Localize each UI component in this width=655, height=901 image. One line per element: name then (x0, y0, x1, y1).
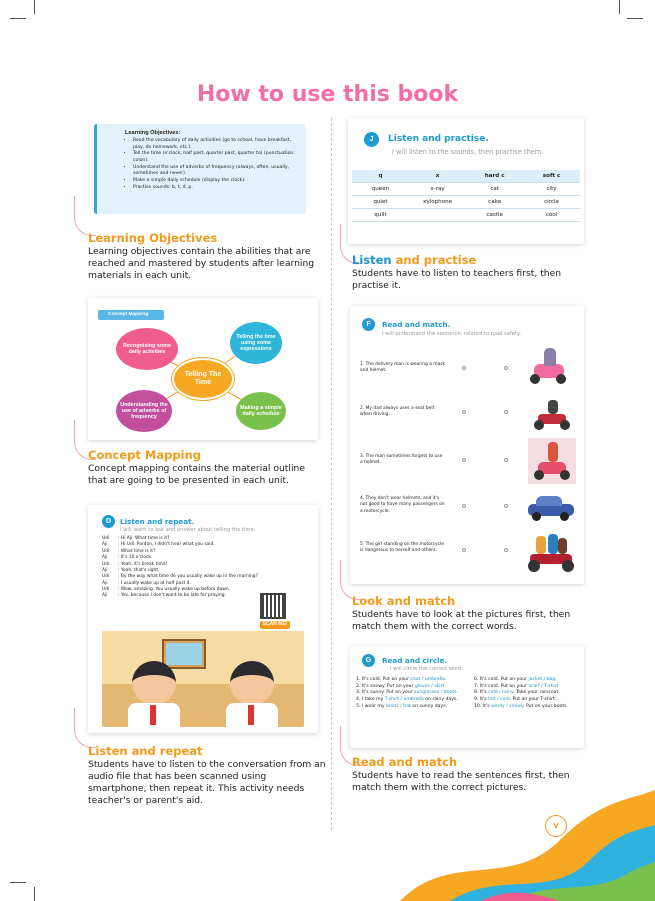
dialog-line: Udi : What time is it? (102, 548, 156, 554)
match-dot[interactable] (462, 504, 466, 508)
list-item: 5. I wear my boots / hat on sunny days. (356, 703, 448, 709)
activity-subtitle: I will circle the correct word. (390, 666, 464, 672)
match-dot[interactable] (462, 548, 466, 552)
match-dot[interactable] (504, 504, 508, 508)
girl-scooter-picture (528, 438, 576, 484)
listen-practise-card (348, 118, 584, 244)
concept-mapping-card (88, 298, 318, 440)
match-dot[interactable] (504, 410, 508, 414)
page-number-badge (545, 815, 567, 837)
activity-subtitle: I will listen to the sounds, then practise them. (392, 148, 544, 156)
circle-list-right (474, 677, 580, 710)
read-match-card (350, 646, 584, 748)
concept-node: Recognising some daily activities (116, 328, 178, 370)
girl-figure (230, 661, 274, 705)
man-helmetless-picture (532, 398, 572, 432)
concept-node: Making a simple daily schedule (236, 392, 286, 430)
lo-item: • Understand the use of adverbs of frequency (always, often, usually, sometimes and never). (133, 165, 298, 178)
listen-practise-text: Students have to listen to teachers first, then practise it. (352, 268, 562, 292)
table-header: q (352, 170, 409, 183)
lo-item: • Tell the time (o'clock, half past, quarter past, quarter to) (punctuation: colon). (133, 151, 298, 164)
lo-item: • Practise sounds: b, t, d, p. (133, 185, 298, 192)
dialog-line: Aji : It's 10 o'clock. (102, 555, 153, 561)
match-dot[interactable] (462, 458, 466, 462)
look-match-heading: Look and match (352, 594, 456, 608)
concept-node: Understanding the use of adverbs of frequency (116, 390, 172, 432)
learning-objectives-heading: Learning Objectives (88, 231, 218, 245)
activity-title: Listen and repeat. (120, 517, 195, 526)
learning-objectives-text: Learning objectives contain the abilities that are reached and mastered by students after learning materials in each unit. (88, 246, 315, 282)
dialog-line: Aji : Yeah, that's right. (102, 567, 160, 573)
pointer-line (74, 708, 96, 748)
dialog-line: Aji : Yes, because I don't want to be late for praying. (102, 593, 226, 599)
list-item: 3. It's sunny. Put on your sunglasses / boots. (356, 690, 458, 696)
match-item: 2. My dad always uses a seat belt when driving. (360, 406, 435, 418)
dialog (102, 536, 272, 600)
listen-repeat-card (88, 505, 318, 733)
page-title: How to use this book (196, 82, 459, 107)
match-item: 1. The delivery man is wearing a mask and helmet. (360, 362, 446, 374)
sounds-table (352, 170, 580, 222)
activity-title: Read and match. (382, 320, 451, 329)
match-item: 4. They don't wear helmets, and it's not good to have many passengers on a motorcycle. (360, 496, 445, 514)
lo-card-list (133, 138, 306, 191)
table-header: soft c (523, 170, 580, 183)
match-dot[interactable] (504, 548, 508, 552)
lo-item: • Read the vocabulary of daily activities (go to school, have breakfast, play, do homework, etc.). (133, 138, 298, 151)
learning-objectives-box (94, 124, 306, 214)
list-item: 8. It's cold / rainy. Take your raincoat. (474, 690, 560, 696)
list-item: 4. I take my T-shirt / umbrella on rainy days. (356, 696, 458, 702)
dialog-line: Udi : Yeah, it's break time! (102, 561, 168, 567)
column-divider (331, 118, 332, 830)
match-item: 5. The girl standing on the motorcycle is dangerous to herself and others. (360, 542, 444, 554)
list-item: 2. It's snowy. Put on your gloves / skirt. (356, 683, 446, 689)
family-motorcycle-picture (526, 532, 576, 574)
look-match-text: Students have to look at the pictures first, then match them with the correct words. (352, 609, 571, 633)
scan-me-label: SCAN ME! (260, 621, 290, 629)
activity-subtitle: I will understand the sentence, related to road safety. (382, 331, 522, 337)
lo-item: • Make a simple daily schedule (display the clock). (133, 178, 298, 185)
activity-subtitle: I will learn to ask and answer about telling the time. (120, 527, 256, 533)
activity-badge: J (364, 132, 379, 147)
page-number: v (553, 820, 559, 830)
lo-card-title: Learning Objectives: (125, 130, 181, 136)
table-row: queen x-ray cat city (352, 183, 580, 196)
pointer-line (74, 196, 96, 236)
dialog-line: Udi : By the way what time do you usually wake up in the morning? (102, 574, 258, 580)
list-item: 1. It's cold. Put on your coat / umbrella. (356, 677, 447, 682)
concept-mapping-heading: Concept Mapping (88, 448, 201, 462)
delivery-scooter-picture (526, 342, 570, 386)
read-match-heading: Read and match (352, 755, 458, 769)
match-dot[interactable] (504, 366, 508, 370)
concept-center: Telling The Time (172, 358, 234, 400)
activity-title: Listen and practise. (388, 134, 489, 144)
read-match-text: Students have to read the sentences first, then match them with the correct pictures. (352, 770, 570, 794)
decorative-waves (360, 780, 655, 901)
match-dot[interactable] (462, 366, 466, 370)
concept-mapping-tag-label: Concept Mapping (108, 312, 149, 317)
qr-code[interactable] (260, 593, 286, 619)
dialog-line: Aji : I usually wake up at half past 4. (102, 580, 191, 586)
list-item: 6. It's cold. Put on your jacket / bag. (474, 677, 557, 682)
activity-badge: F (362, 318, 375, 331)
circle-list-left (356, 677, 466, 710)
listen-repeat-text: Students have to listen to the conversation from an audio file that has been scanned using smartphone, then repeat it. This activity needs teacher's or parent's aid. (88, 759, 326, 807)
activity-title: Read and circle. (382, 656, 448, 665)
table-row: quilt castle cool (352, 209, 580, 222)
match-item: 3. The man sometimes forgets to use a helmet. (360, 454, 443, 466)
listen-repeat-heading: Listen and repeat (88, 744, 203, 758)
list-item: 9. It's hot / cold. Put on your T-shirt. (474, 696, 557, 702)
listen-practise-heading: Listen and practise (352, 253, 477, 267)
boy-figure (132, 661, 176, 705)
table-header: hard c (466, 170, 523, 183)
concept-mapping-text: Concept mapping contains the material outline that are going to be presented in each unit. (88, 463, 305, 487)
table-row: quiet xylophone cake circle (352, 196, 580, 209)
concept-node: Telling the time using some expressions (230, 322, 282, 364)
match-dot[interactable] (462, 410, 466, 414)
dialog-line: Udi : Wow, amazing. You usually wake up before dawn. (102, 587, 231, 592)
look-match-card (350, 306, 584, 584)
match-dot[interactable] (504, 458, 508, 462)
car-picture (526, 496, 576, 522)
dialog-line: Udi : Hi Aji. What time is it? (102, 536, 170, 541)
activity-badge: D (102, 515, 115, 528)
list-item: 10. It's windy / snowy. Put on your boots. (474, 703, 568, 709)
activity-badge: G (362, 654, 375, 667)
table-header: x (409, 170, 466, 183)
dialog-line: Aji : Hi Udi. Pardon, I didn't hear what you said. (102, 542, 215, 548)
classroom-illustration (102, 631, 304, 727)
list-item: 7. It's cold. Put on your scarf / T-shirt (474, 683, 559, 689)
